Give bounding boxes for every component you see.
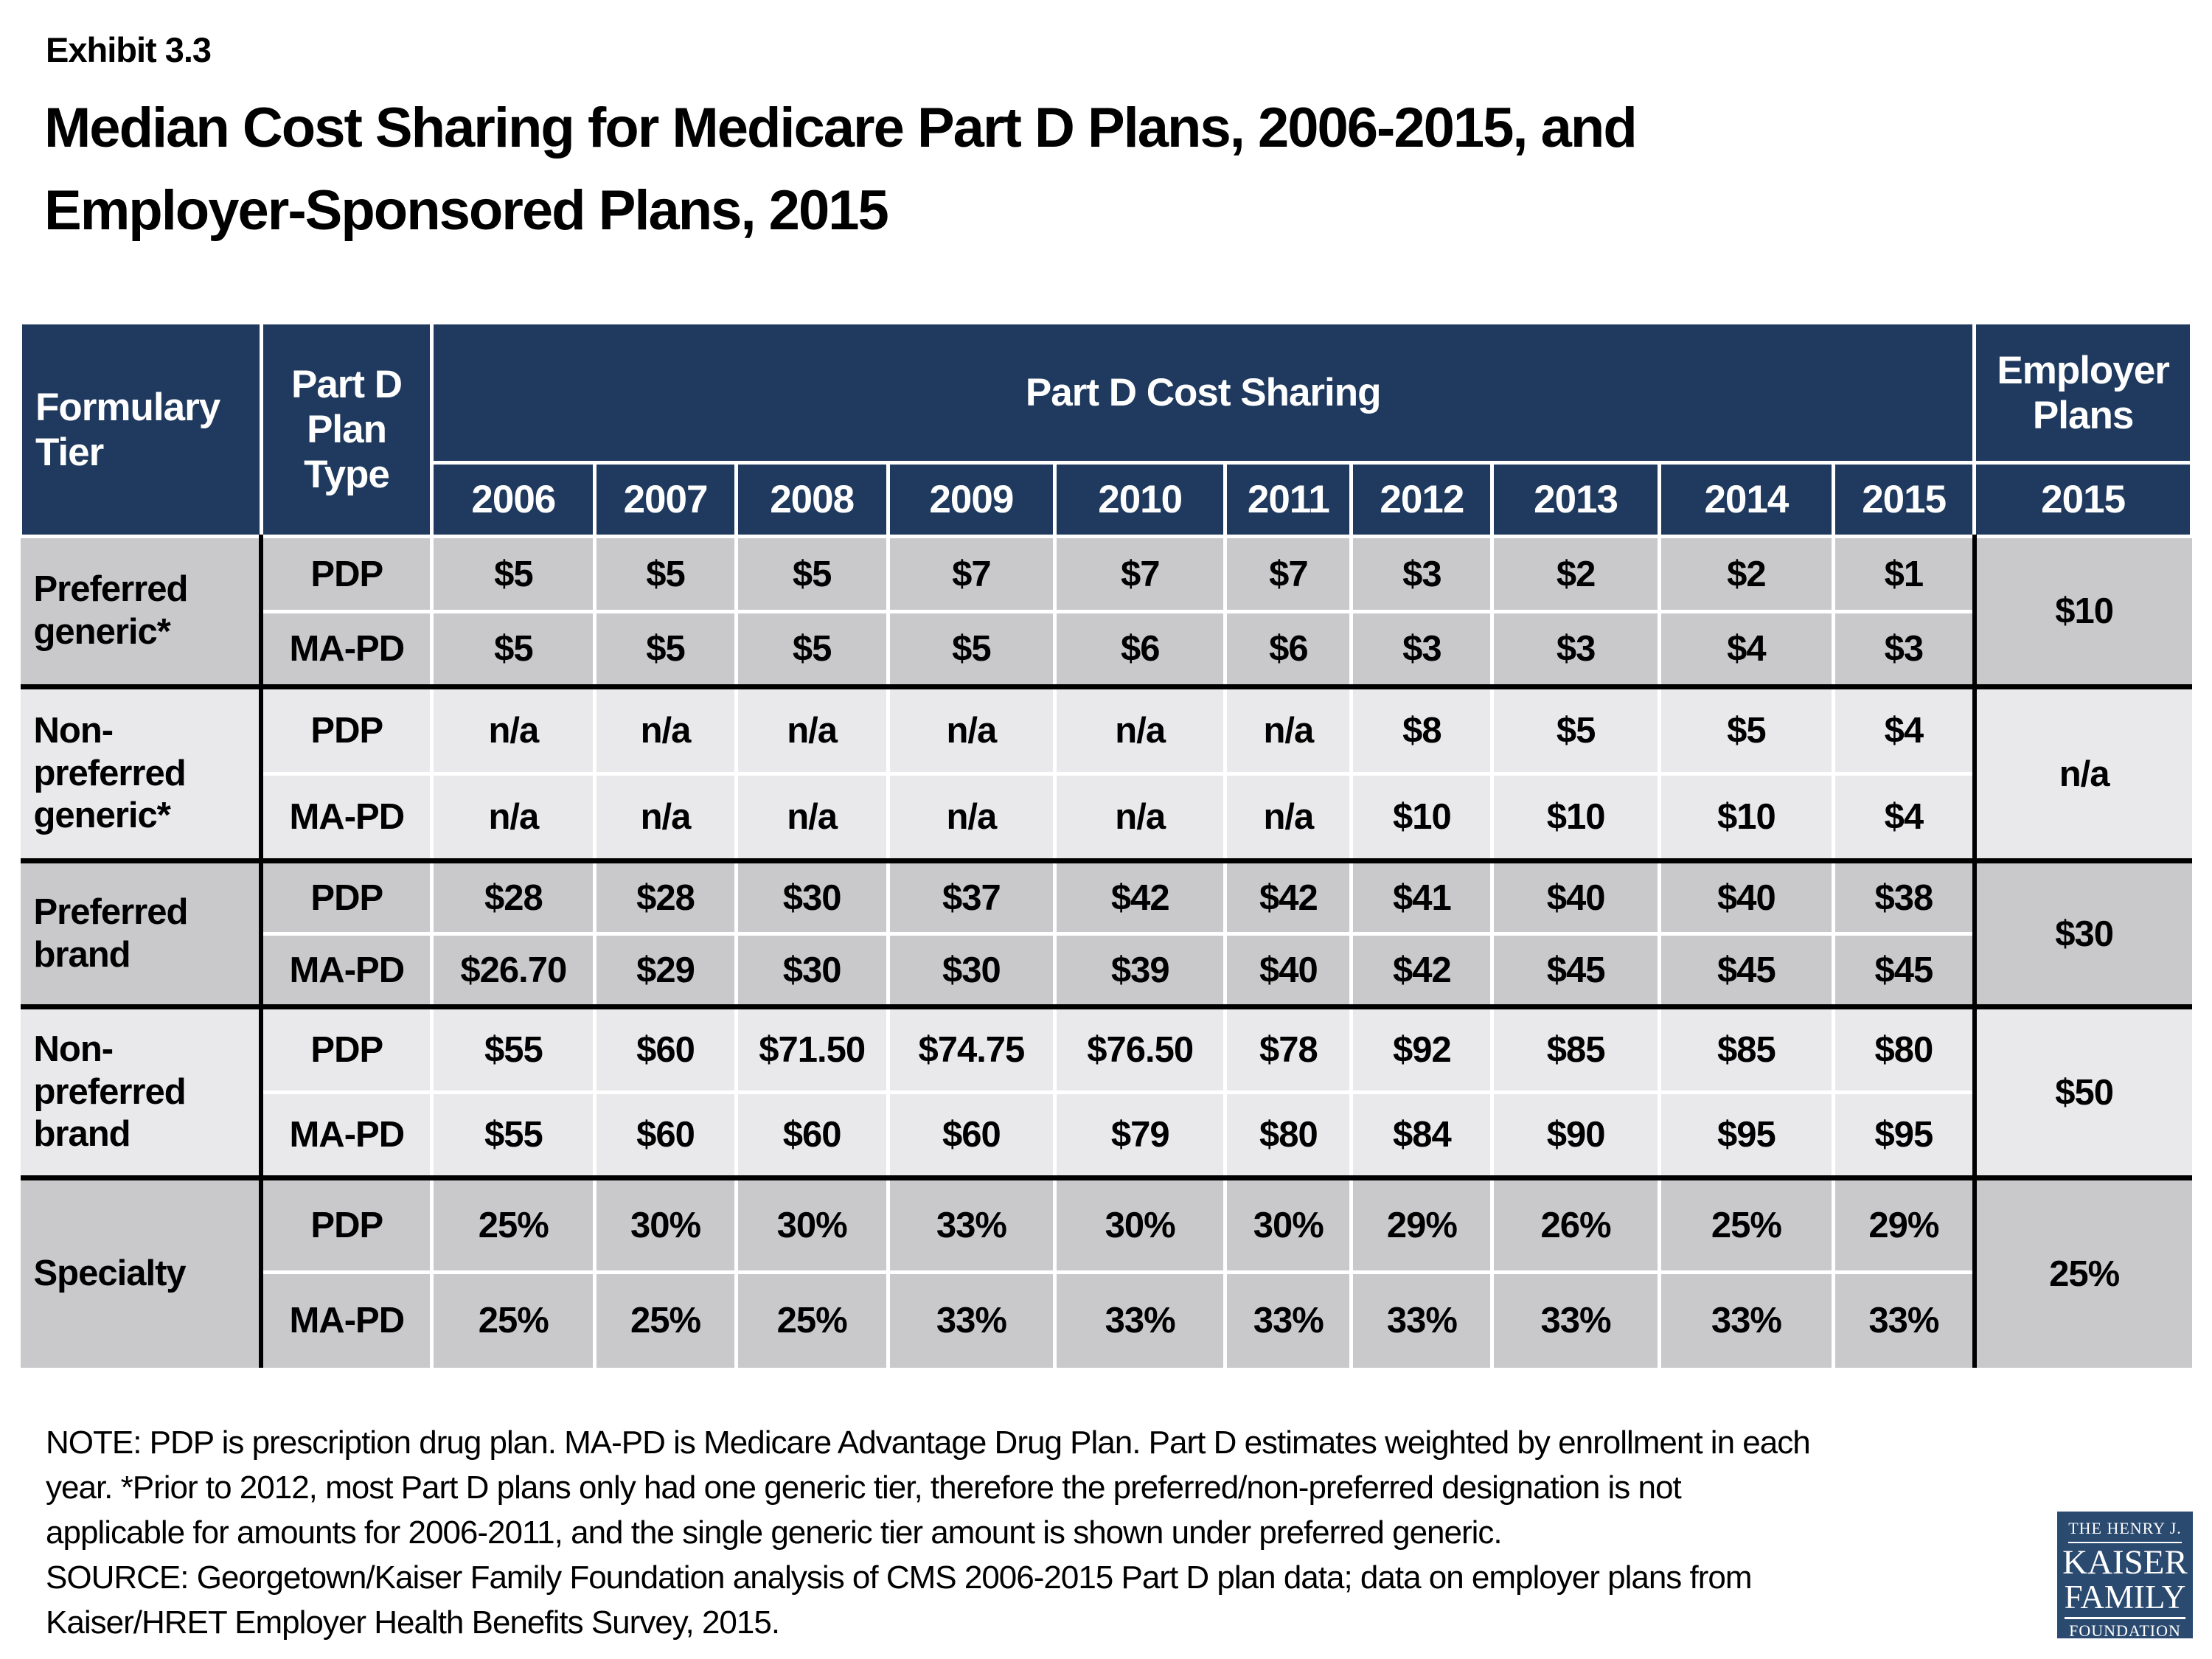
- cost-cell: $38: [1834, 861, 1975, 934]
- employer-cell: $50: [1975, 1007, 2192, 1178]
- year-header-2015: 2015: [1834, 463, 1975, 537]
- plan-cell: PDP: [261, 1007, 431, 1093]
- tier-cell-non-preferred-brand: Non-preferred brand: [21, 1007, 262, 1178]
- cost-cell: $4: [1834, 687, 1975, 774]
- cost-cell: $5: [1492, 687, 1659, 774]
- employer-year-header: 2015: [1975, 463, 2192, 537]
- cost-cell: $45: [1492, 934, 1659, 1007]
- cost-cell: 33%: [1659, 1273, 1833, 1368]
- plan-cell: MA-PD: [261, 1273, 431, 1368]
- cost-cell: $30: [888, 934, 1054, 1007]
- cost-cell: n/a: [1055, 687, 1225, 774]
- cost-cell: $3: [1352, 537, 1492, 612]
- cost-cell: $60: [595, 1007, 736, 1093]
- logo-text-kaiser: KAISER: [2062, 1543, 2188, 1582]
- cost-cell: $5: [432, 612, 595, 687]
- cost-cell: $29: [595, 934, 736, 1007]
- cost-cell: $5: [736, 537, 888, 612]
- cost-cell: n/a: [595, 774, 736, 861]
- year-header-2013: 2013: [1492, 463, 1659, 537]
- page-title-line2: Employer-Sponsored Plans, 2015: [44, 179, 888, 242]
- plan-cell: MA-PD: [261, 934, 431, 1007]
- cost-cell: $60: [888, 1093, 1054, 1178]
- cost-cell: $1: [1834, 537, 1975, 612]
- cost-cell: $30: [736, 934, 888, 1007]
- cost-cell: $6: [1225, 612, 1352, 687]
- cost-cell: $10: [1352, 774, 1492, 861]
- year-header-2010: 2010: [1055, 463, 1225, 537]
- table-row: [21, 537, 2192, 612]
- cost-cell: $2: [1492, 537, 1659, 612]
- cost-cell: 30%: [736, 1178, 888, 1273]
- plan-cell: PDP: [261, 1178, 431, 1273]
- cost-cell: $55: [432, 1007, 595, 1093]
- cost-cell: $40: [1492, 861, 1659, 934]
- cost-cell: n/a: [1055, 774, 1225, 861]
- employer-plans-header: Employer Plans: [1975, 323, 2192, 463]
- cost-cell: $60: [595, 1093, 736, 1178]
- cost-cell: 33%: [1834, 1273, 1975, 1368]
- plan-cell: PDP: [261, 537, 431, 612]
- cost-cell: $60: [736, 1093, 888, 1178]
- source-line: Kaiser/HRET Employer Health Benefits Survey, 2015.: [46, 1604, 780, 1641]
- plan-cell: PDP: [261, 687, 431, 774]
- cost-cell: 30%: [1225, 1178, 1352, 1273]
- cost-cell: $10: [1659, 774, 1833, 861]
- cost-cell: $55: [432, 1093, 595, 1178]
- cost-cell: 33%: [888, 1178, 1054, 1273]
- cost-cell: $80: [1225, 1093, 1352, 1178]
- cost-cell: $5: [736, 612, 888, 687]
- cost-cell: $6: [1055, 612, 1225, 687]
- cost-cell: 33%: [1055, 1273, 1225, 1368]
- cost-cell: $5: [595, 612, 736, 687]
- cost-cell: 26%: [1492, 1178, 1659, 1273]
- cost-cell: $3: [1492, 612, 1659, 687]
- cost-cell: $74.75: [888, 1007, 1054, 1093]
- plan-cell: MA-PD: [261, 1093, 431, 1178]
- page-title-line1: Median Cost Sharing for Medicare Part D Plans, 2006-2015, and: [44, 97, 1636, 159]
- cost-cell: $45: [1659, 934, 1833, 1007]
- table-row: [21, 687, 2192, 774]
- cost-cell: $40: [1225, 934, 1352, 1007]
- note-line: applicable for amounts for 2006-2011, and the single generic tier amount is shown under preferred generic.: [46, 1514, 1502, 1551]
- tier-cell-preferred-generic: Preferred generic*: [21, 537, 262, 687]
- cost-cell: $80: [1834, 1007, 1975, 1093]
- year-header-2007: 2007: [595, 463, 736, 537]
- table-row: [21, 1093, 2192, 1178]
- employer-cell: 25%: [1975, 1178, 2192, 1368]
- year-header-2008: 2008: [736, 463, 888, 537]
- cost-cell: $42: [1352, 934, 1492, 1007]
- logo-text-family: FAMILY: [2065, 1580, 2186, 1619]
- cost-cell: $39: [1055, 934, 1225, 1007]
- cost-cell: 25%: [432, 1178, 595, 1273]
- cost-cell: 29%: [1352, 1178, 1492, 1273]
- cost-cell: $28: [595, 861, 736, 934]
- cost-cell: $5: [888, 612, 1054, 687]
- cost-cell: $7: [1225, 537, 1352, 612]
- year-header-2006: 2006: [432, 463, 595, 537]
- kaiser-family-foundation-logo: [2057, 1512, 2193, 1638]
- logo-text-henry-j: THE HENRY J.: [2068, 1519, 2182, 1543]
- cost-cell: $42: [1055, 861, 1225, 934]
- employer-cell: $10: [1975, 537, 2192, 687]
- year-header-2011: 2011: [1225, 463, 1352, 537]
- cost-cell: $7: [1055, 537, 1225, 612]
- cost-cell: 25%: [736, 1273, 888, 1368]
- part-d-cost-sharing-header: Part D Cost Sharing: [432, 323, 1975, 463]
- cost-cell: $79: [1055, 1093, 1225, 1178]
- cost-cell: $95: [1659, 1093, 1833, 1178]
- tier-cell-non-preferred-generic: Non-preferred generic*: [21, 687, 262, 861]
- cost-cell: $78: [1225, 1007, 1352, 1093]
- plan-type-header: Part D Plan Type: [261, 323, 431, 537]
- plan-cell: MA-PD: [261, 612, 431, 687]
- logo-text-foundation: FOUNDATION: [2069, 1621, 2181, 1640]
- cost-cell: $5: [432, 537, 595, 612]
- cost-cell: $3: [1834, 612, 1975, 687]
- footnotes: [46, 1420, 1810, 1645]
- cost-cell: $85: [1492, 1007, 1659, 1093]
- cost-cell: $90: [1492, 1093, 1659, 1178]
- cost-cell: $92: [1352, 1007, 1492, 1093]
- cost-cell: $5: [1659, 687, 1833, 774]
- cost-cell: 29%: [1834, 1178, 1975, 1273]
- cost-cell: 25%: [1659, 1178, 1833, 1273]
- year-header-2012: 2012: [1352, 463, 1492, 537]
- cost-cell: $45: [1834, 934, 1975, 1007]
- cost-cell: 25%: [432, 1273, 595, 1368]
- table-row: [21, 612, 2192, 687]
- cost-cell: $41: [1352, 861, 1492, 934]
- year-header-2014: 2014: [1659, 463, 1833, 537]
- table-row: [21, 934, 2192, 1007]
- cost-cell: $7: [888, 537, 1054, 612]
- cost-cell: $42: [1225, 861, 1352, 934]
- cost-cell: 30%: [1055, 1178, 1225, 1273]
- note-line: NOTE: PDP is prescription drug plan. MA-PD is Medicare Advantage Drug Plan. Part D estimates weighted by enrollment in each: [46, 1425, 1810, 1461]
- cost-cell: $85: [1659, 1007, 1833, 1093]
- cost-cell: 25%: [595, 1273, 736, 1368]
- cost-cell: $71.50: [736, 1007, 888, 1093]
- plan-cell: PDP: [261, 861, 431, 934]
- cost-cell: $37: [888, 861, 1054, 934]
- cost-cell: n/a: [432, 774, 595, 861]
- cost-cell: 30%: [595, 1178, 736, 1273]
- cost-cell: 33%: [1492, 1273, 1659, 1368]
- formulary-tier-header: Formulary Tier: [21, 323, 262, 537]
- cost-cell: $3: [1352, 612, 1492, 687]
- cost-cell: $5: [595, 537, 736, 612]
- cost-cell: n/a: [1225, 774, 1352, 861]
- cost-cell: n/a: [1225, 687, 1352, 774]
- source-line: SOURCE: Georgetown/Kaiser Family Foundation analysis of CMS 2006-2015 Part D plan data; data on employer plans from: [46, 1559, 1752, 1596]
- note-line: year. *Prior to 2012, most Part D plans only had one generic tier, therefore the preferred/non-preferred designation is not: [46, 1470, 1681, 1506]
- cost-cell: 33%: [1225, 1273, 1352, 1368]
- cost-cell: n/a: [736, 774, 888, 861]
- table-row: [21, 774, 2192, 861]
- tier-cell-specialty: Specialty: [21, 1178, 262, 1368]
- plan-cell: MA-PD: [261, 774, 431, 861]
- cost-sharing-table: [18, 321, 2194, 1368]
- tier-cell-preferred-brand: Preferred brand: [21, 861, 262, 1007]
- cost-cell: n/a: [888, 774, 1054, 861]
- cost-cell: 33%: [1352, 1273, 1492, 1368]
- page-title: [44, 87, 1636, 252]
- cost-cell: $10: [1492, 774, 1659, 861]
- cost-cell: $4: [1834, 774, 1975, 861]
- table-row: [21, 861, 2192, 934]
- cost-cell: $40: [1659, 861, 1833, 934]
- cost-cell: $30: [736, 861, 888, 934]
- cost-cell: $2: [1659, 537, 1833, 612]
- cost-cell: $28: [432, 861, 595, 934]
- cost-cell: $8: [1352, 687, 1492, 774]
- cost-cell: n/a: [888, 687, 1054, 774]
- cost-cell: n/a: [432, 687, 595, 774]
- table-row: [21, 1178, 2192, 1273]
- cost-cell: n/a: [595, 687, 736, 774]
- exhibit-label: Exhibit 3.3: [46, 30, 212, 69]
- cost-cell: $84: [1352, 1093, 1492, 1178]
- cost-cell: $4: [1659, 612, 1833, 687]
- cost-cell: n/a: [736, 687, 888, 774]
- cost-cell: $95: [1834, 1093, 1975, 1178]
- cost-cell: $76.50: [1055, 1007, 1225, 1093]
- employer-cell: n/a: [1975, 687, 2192, 861]
- table-row: [21, 1007, 2192, 1093]
- cost-cell: $26.70: [432, 934, 595, 1007]
- table-row: [21, 1273, 2192, 1368]
- cost-cell: 33%: [888, 1273, 1054, 1368]
- employer-cell: $30: [1975, 861, 2192, 1007]
- year-header-2009: 2009: [888, 463, 1054, 537]
